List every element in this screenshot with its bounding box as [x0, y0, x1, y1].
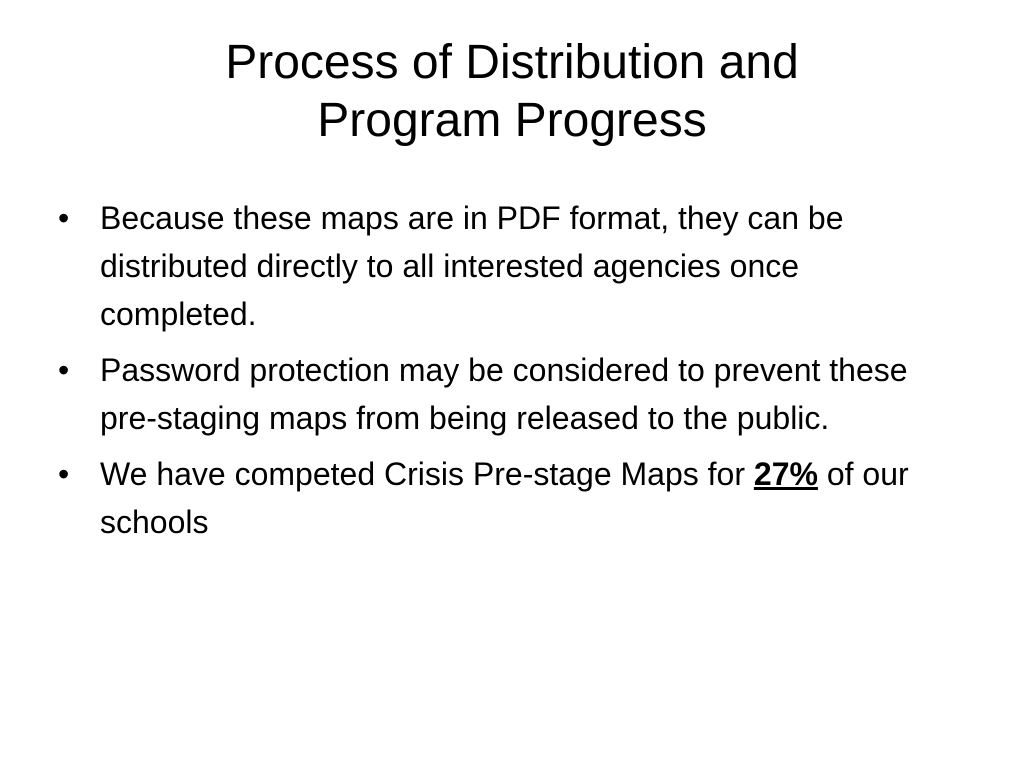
- bullet-item-pdf-distribution: [58, 194, 938, 338]
- bullet-text: Because these maps are in PDF format, they can be distributed directly to all interested agencies once completed.: [100, 200, 844, 332]
- slide-title: [80, 34, 944, 150]
- slide-title-line-1: Process of Distribution and: [225, 36, 799, 89]
- bullet-list: [58, 194, 938, 554]
- slide-title-line-2: Program Progress: [317, 94, 707, 147]
- bullet-text: Password protection may be considered to prevent these pre-staging maps from being released to the public.: [100, 352, 908, 436]
- bullet-item-password-protection: [58, 346, 938, 442]
- progress-percentage: 27%: [753, 456, 818, 492]
- bullet-text-before: We have competed Crisis Pre-stage Maps for: [100, 456, 754, 492]
- bullet-text-after: of our schools: [100, 456, 909, 540]
- bullet-item-progress: [58, 450, 938, 546]
- bullet-dot-icon: •: [58, 456, 70, 492]
- bullet-dot-icon: •: [58, 200, 70, 236]
- bullet-dot-icon: •: [58, 352, 70, 388]
